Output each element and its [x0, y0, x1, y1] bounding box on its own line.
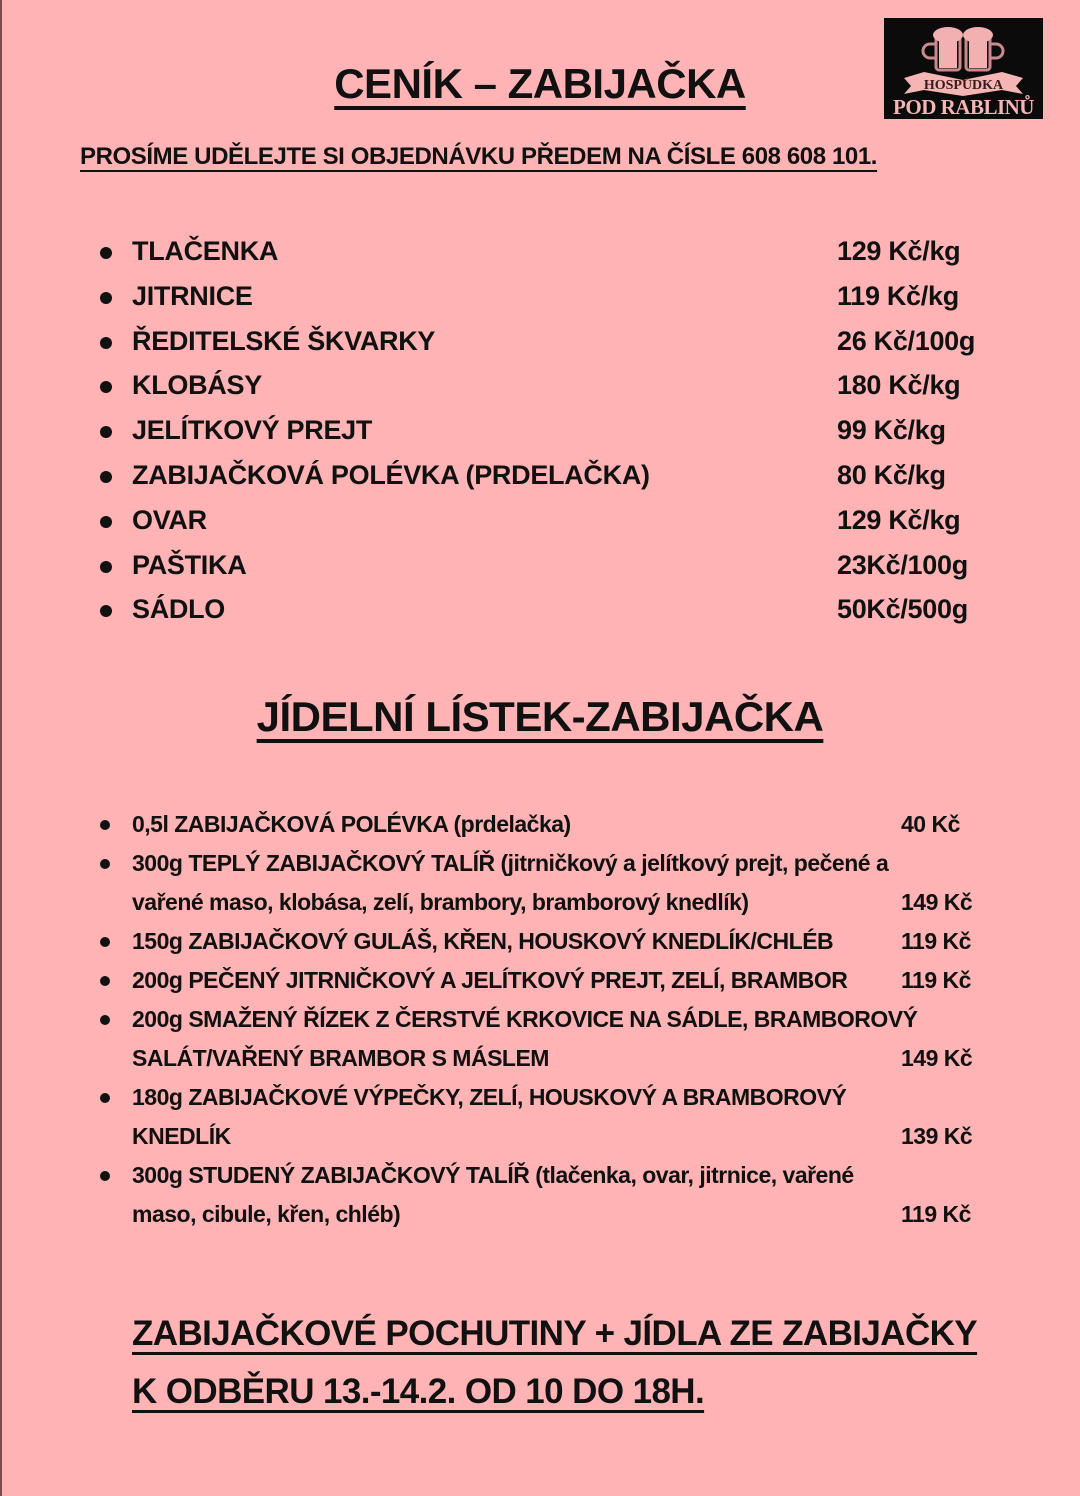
list-item: OVAR 129 Kč/kg	[100, 498, 1000, 543]
menu-item: 300g TEPLÝ ZABIJAČKOVÝ TALÍŘ (jitrničkový a jelítkový prejt, pečené a vařené maso, klobása, zelí, brambory, bramborový knedlík) 149 Kč	[100, 844, 1000, 922]
list-item: JELÍTKOVÝ PREJT 99 Kč/kg	[100, 408, 1000, 453]
bullet-icon	[100, 337, 112, 349]
list-item: ZABIJAČKOVÁ POLÉVKA (PRDELAČKA) 80 Kč/kg	[100, 453, 1000, 498]
logo-top-text: HOSPŮDKA	[923, 78, 1004, 93]
pickup-line-1: ZABIJAČKOVÉ POCHUTINY + JÍDLA ZE ZABIJAČKY	[132, 1314, 978, 1353]
menu-item: 150g ZABIJAČKOVÝ GULÁŠ, KŘEN, HOUSKOVÝ KNEDLÍK/CHLÉB 119 Kč	[100, 922, 1000, 961]
pricelist	[100, 229, 1000, 632]
menu-list	[100, 805, 1000, 1234]
list-item: TLAČENKA 129 Kč/kg	[100, 229, 1000, 274]
bullet-icon	[100, 605, 112, 617]
list-item: PAŠTIKA 23Kč/100g	[100, 543, 1000, 588]
bullet-icon	[100, 426, 112, 438]
menu-item: 200g SMAŽENÝ ŘÍZEK Z ČERSTVÉ KRKOVICE NA SÁDLE, BRAMBOROVÝ SALÁT/VAŘENÝ BRAMBOR S MÁSLEM 149 Kč	[100, 1000, 1000, 1078]
bullet-icon	[100, 561, 112, 573]
list-item: ŘEDITELSKÉ ŠKVARKY 26 Kč/100g	[100, 319, 1000, 364]
pickup-line-2: K ODBĚRU 13.-14.2. OD 10 DO 18H.	[132, 1372, 705, 1411]
menu-item: 180g ZABIJAČKOVÉ VÝPEČKY, ZELÍ, HOUSKOVÝ A BRAMBOROVÝ KNEDLÍK 139 Kč	[100, 1078, 1000, 1156]
list-item: KLOBÁSY 180 Kč/kg	[100, 363, 1000, 408]
pricelist-title: CENÍK – ZABIJAČKA	[334, 60, 746, 107]
menu-item: 200g PEČENÝ JITRNIČKOVÝ A JELÍTKOVÝ PREJT, ZELÍ, BRAMBOR 119 Kč	[100, 961, 1000, 1000]
bullet-icon	[100, 471, 112, 483]
menu-item: 0,5l ZABIJAČKOVÁ POLÉVKA (prdelačka) 40 Kč	[100, 805, 1000, 844]
bullet-icon	[100, 516, 112, 528]
list-item: JITRNICE 119 Kč/kg	[100, 274, 1000, 319]
pickup-notice	[132, 1305, 1012, 1421]
order-notice: PROSÍME UDĚLEJTE SI OBJEDNÁVKU PŘEDEM NA ČÍSLE 608 608 101.	[80, 143, 878, 170]
logo-bottom-text: POD RABLINŮ	[893, 95, 1034, 119]
menu-title: JÍDELNÍ LÍSTEK-ZABIJAČKA	[256, 693, 824, 740]
list-item: SÁDLO 50Kč/500g	[100, 587, 1000, 632]
page-edge	[0, 0, 2, 1496]
bullet-icon	[100, 292, 112, 304]
bullet-icon	[100, 381, 112, 393]
menu-item: 300g STUDENÝ ZABIJAČKOVÝ TALÍŘ (tlačenka, ovar, jitrnice, vařené maso, cibule, křen, chléb) 119 Kč	[100, 1156, 1000, 1234]
bullet-icon	[100, 247, 112, 259]
